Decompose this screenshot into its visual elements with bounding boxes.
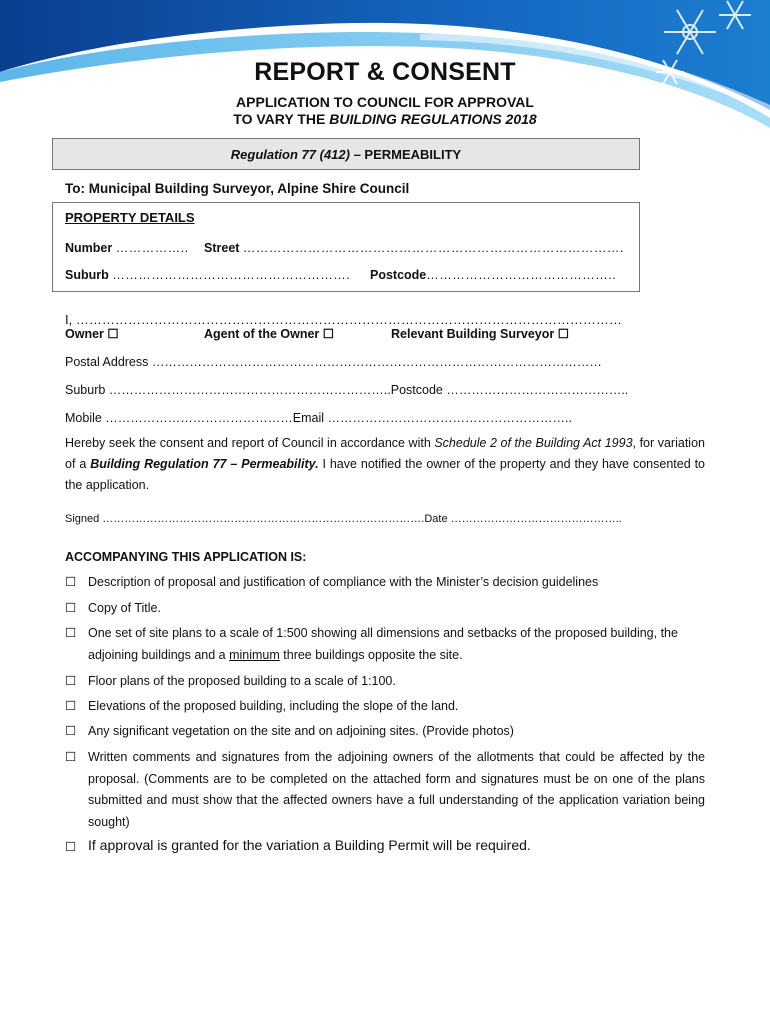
- checkbox-icon[interactable]: ☐: [65, 724, 77, 738]
- checklist-item[interactable]: [65, 671, 705, 693]
- consent-act-name: Schedule 2 of the Building Act 1993: [434, 436, 633, 450]
- subtitle-prefix: TO VARY THE: [233, 111, 330, 127]
- checklist-item-text: Written comments and signatures from the adjoining owners of the allotments that could be affected by the proposal. (Comments are to be completed on the attached form and signatures must be on one of the plans submitted and must show that the affected owners have a full understanding of the application variation being sought): [88, 750, 705, 829]
- postcode-dots: ……………………………………..: [426, 268, 617, 282]
- regulation-name: – PERMEABILITY: [349, 147, 462, 162]
- regulation-number: Regulation 77 (412): [230, 147, 350, 162]
- number-dots: ……………..: [115, 241, 189, 255]
- checkbox-icon[interactable]: ☐: [65, 601, 77, 615]
- checklist-item-text: Description of proposal and justification of compliance with the Minister’s decision guidelines: [88, 575, 599, 589]
- checklist-item[interactable]: [65, 747, 705, 835]
- checkbox-icon[interactable]: ☐: [65, 674, 77, 688]
- checkbox-icon[interactable]: ☐: [65, 575, 77, 589]
- regulation-banner: [52, 138, 640, 170]
- property-number-field[interactable]: [65, 241, 189, 255]
- suburb-label: Suburb: [65, 268, 109, 282]
- signature-date-field[interactable]: Signed …………………………………………………………………………….Date ………………………………………..: [65, 513, 622, 525]
- surveyor-checkbox[interactable]: Relevant Building Surveyor ☐: [391, 327, 569, 341]
- checklist-item-text: One set of site plans to a scale of 1:500 showing all dimensions and setbacks of the proposed building, the: [88, 626, 678, 640]
- agent-checkbox[interactable]: Agent of the Owner ☐: [204, 327, 334, 341]
- checklist-item-text: Elevations of the proposed building, including the slope of the land.: [88, 699, 459, 713]
- accompanying-heading: ACCOMPANYING THIS APPLICATION IS:: [65, 550, 307, 564]
- checkbox-icon[interactable]: ☐: [65, 750, 77, 764]
- checklist-item[interactable]: [65, 572, 705, 594]
- item3-text-underlined: minimum: [229, 648, 280, 662]
- postal-address-field[interactable]: Postal Address ………………………………………………………………………………………………: [65, 355, 602, 369]
- page-title: REPORT & CONSENT: [254, 58, 516, 86]
- item3-text-a: adjoining buildings and a: [88, 648, 230, 662]
- consent-text-3: I have notified the owner of the property and they have consented to the application.: [65, 457, 705, 492]
- addressee-line: To: Municipal Building Surveyor, Alpine Shire Council: [65, 181, 410, 196]
- checklist-item-text-line2: [88, 645, 705, 667]
- suburb-postcode-field[interactable]: Suburb …………………………………………………………..Postcode ……………………………………..: [65, 383, 629, 397]
- subtitle-italic: BUILDING REGULATIONS 2018: [329, 111, 537, 127]
- checklist-item-text: Copy of Title.: [88, 601, 161, 615]
- property-street-field[interactable]: [204, 241, 624, 255]
- checklist-item[interactable]: [65, 696, 705, 718]
- property-details-heading: PROPERTY DETAILS: [65, 210, 195, 225]
- checklist-item[interactable]: [65, 835, 705, 859]
- page-subtitle-line1: APPLICATION TO COUNCIL FOR APPROVAL: [236, 94, 534, 110]
- street-dots: …………………………………………………………………………….: [242, 241, 624, 255]
- owner-checkbox[interactable]: Owner ☐: [65, 327, 119, 341]
- checkbox-icon[interactable]: ☐: [65, 626, 77, 640]
- consent-paragraph: [65, 433, 705, 496]
- checklist-item[interactable]: [65, 721, 705, 743]
- page-subtitle-line2: [0, 111, 770, 127]
- mobile-email-field[interactable]: Mobile ………………………………………Email …………………………………………………..: [65, 411, 572, 425]
- number-label: Number: [65, 241, 113, 255]
- consent-regulation: Building Regulation 77 – Permeability.: [90, 457, 319, 471]
- property-suburb-field[interactable]: [65, 268, 350, 282]
- suburb-dots: ……………………………………………….: [112, 268, 351, 282]
- checklist-item[interactable]: [65, 598, 705, 620]
- checklist-item-text: Floor plans of the proposed building to a scale of 1:100.: [88, 674, 396, 688]
- property-postcode-field[interactable]: [370, 268, 616, 282]
- street-label: Street: [204, 241, 240, 255]
- item3-text-b: three buildings opposite the site.: [279, 648, 463, 662]
- checklist-item-text: If approval is granted for the variation a Building Permit will be required.: [88, 837, 531, 853]
- checkbox-icon[interactable]: ☐: [65, 699, 77, 713]
- checklist-item[interactable]: [65, 623, 705, 667]
- checkbox-icon[interactable]: ☐: [65, 840, 77, 854]
- consent-text-1: Hereby seek the consent and report of Council in accordance with: [65, 436, 435, 450]
- checklist-item-text: Any significant vegetation on the site and on adjoining sites. (Provide photos): [88, 724, 514, 738]
- applicant-name-field[interactable]: I, ………………………………………………………………………………………………………………: [65, 312, 622, 327]
- consent-text-2: , for variation of a: [65, 436, 705, 471]
- postcode-label: Postcode: [370, 268, 427, 282]
